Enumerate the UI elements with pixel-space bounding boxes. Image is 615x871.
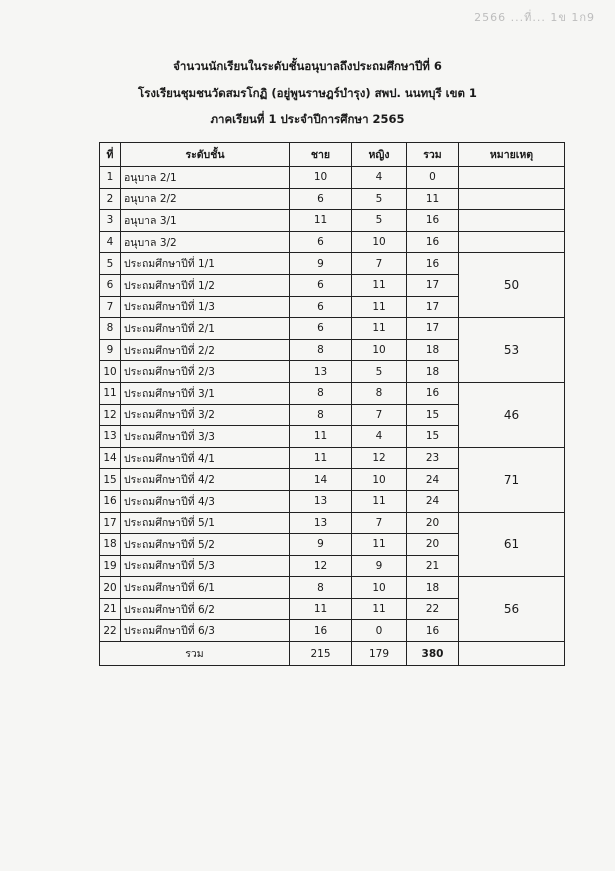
semester-line: ภาคเรียนที่ 1 ประจำปีการศึกษา 2565	[210, 112, 405, 126]
cell-female: 11	[352, 534, 407, 556]
cell-male: 8	[290, 577, 352, 599]
cell-no: 14	[100, 447, 121, 469]
cell-male: 6	[290, 274, 352, 296]
cell-total: 16	[407, 382, 459, 404]
cell-female: 10	[352, 231, 407, 253]
cell-female: 5	[352, 210, 407, 232]
cell-no: 2	[100, 188, 121, 210]
cell-female: 5	[352, 361, 407, 383]
cell-male: 16	[290, 620, 352, 642]
cell-male: 13	[290, 490, 352, 512]
cell-no: 6	[100, 274, 121, 296]
table-row	[100, 577, 565, 599]
cell-level: ประถมศึกษาปีที่ 5/3	[121, 555, 290, 577]
cell-female: 10	[352, 577, 407, 599]
cell-total: 0	[407, 167, 459, 189]
cell-level: ประถมศึกษาปีที่ 3/1	[121, 382, 290, 404]
cell-level: อนุบาล 3/1	[121, 210, 290, 232]
cell-level: ประถมศึกษาปีที่ 4/1	[121, 447, 290, 469]
table-row	[100, 188, 565, 210]
cell-total: 16	[407, 210, 459, 232]
cell-female: 9	[352, 555, 407, 577]
cell-level: ประถมศึกษาปีที่ 4/3	[121, 490, 290, 512]
cell-male: 6	[290, 296, 352, 318]
header-remark: หมายเหตุ	[459, 143, 565, 167]
cell-female: 5	[352, 188, 407, 210]
student-count-table	[99, 142, 565, 666]
cell-total: 24	[407, 469, 459, 491]
cell-total: 18	[407, 339, 459, 361]
cell-total: 17	[407, 274, 459, 296]
cell-male: 10	[290, 167, 352, 189]
cell-remark-group: 53	[459, 318, 565, 383]
table-row	[100, 318, 565, 340]
cell-female: 10	[352, 469, 407, 491]
cell-total: 15	[407, 404, 459, 426]
cell-total: 22	[407, 598, 459, 620]
header-level: ระดับชั้น	[121, 143, 290, 167]
table-row	[100, 447, 565, 469]
header-total: รวม	[407, 143, 459, 167]
cell-no: 12	[100, 404, 121, 426]
cell-total: 17	[407, 318, 459, 340]
cell-female: 11	[352, 490, 407, 512]
table-total-row	[100, 642, 565, 666]
cell-level: ประถมศึกษาปีที่ 2/2	[121, 339, 290, 361]
cell-remark-empty	[459, 210, 565, 232]
total-remark-empty	[459, 642, 565, 666]
header-male: ชาย	[290, 143, 352, 167]
corner-handwritten-note: 2566 ...ที่... 1ข 1ก9	[474, 11, 595, 24]
cell-male: 11	[290, 426, 352, 448]
header-no: ที่	[100, 143, 121, 167]
cell-total: 21	[407, 555, 459, 577]
cell-total: 11	[407, 188, 459, 210]
table-row	[100, 382, 565, 404]
document-title: จำนวนนักเรียนในระดับชั้นอนุบาลถึงประถมศึกษาปีที่ 6	[173, 59, 442, 73]
table-row	[100, 253, 565, 275]
cell-female: 11	[352, 318, 407, 340]
cell-female: 7	[352, 404, 407, 426]
cell-total: 16	[407, 620, 459, 642]
cell-no: 20	[100, 577, 121, 599]
cell-no: 21	[100, 598, 121, 620]
cell-female: 11	[352, 296, 407, 318]
cell-level: ประถมศึกษาปีที่ 1/3	[121, 296, 290, 318]
cell-total: 17	[407, 296, 459, 318]
cell-female: 11	[352, 274, 407, 296]
cell-no: 4	[100, 231, 121, 253]
cell-total: 16	[407, 231, 459, 253]
table-header-row	[100, 143, 565, 167]
cell-female: 0	[352, 620, 407, 642]
cell-level: ประถมศึกษาปีที่ 5/2	[121, 534, 290, 556]
cell-level: อนุบาล 3/2	[121, 231, 290, 253]
cell-male: 6	[290, 231, 352, 253]
cell-male: 9	[290, 534, 352, 556]
total-female: 179	[352, 642, 407, 666]
total-label: รวม	[100, 642, 290, 666]
school-name: โรงเรียนชุมชนวัดสมรโกฏิ (อยู่พูนราษฎร์บำรุง) สพป. นนทบุรี เขต 1	[138, 86, 477, 100]
total-total: 380	[407, 642, 459, 666]
cell-male: 8	[290, 404, 352, 426]
cell-female: 11	[352, 598, 407, 620]
cell-remark-empty	[459, 231, 565, 253]
cell-no: 16	[100, 490, 121, 512]
cell-no: 1	[100, 167, 121, 189]
cell-male: 6	[290, 188, 352, 210]
cell-no: 17	[100, 512, 121, 534]
cell-remark-group: 46	[459, 382, 565, 447]
cell-female: 8	[352, 382, 407, 404]
cell-male: 8	[290, 382, 352, 404]
cell-male: 12	[290, 555, 352, 577]
cell-remark-group: 50	[459, 253, 565, 318]
cell-female: 7	[352, 512, 407, 534]
cell-level: ประถมศึกษาปีที่ 3/2	[121, 404, 290, 426]
cell-no: 13	[100, 426, 121, 448]
cell-level: อนุบาล 2/2	[121, 188, 290, 210]
cell-total: 20	[407, 534, 459, 556]
cell-female: 7	[352, 253, 407, 275]
cell-total: 16	[407, 253, 459, 275]
cell-total: 18	[407, 577, 459, 599]
cell-level: ประถมศึกษาปีที่ 3/3	[121, 426, 290, 448]
cell-male: 9	[290, 253, 352, 275]
cell-female: 12	[352, 447, 407, 469]
cell-level: ประถมศึกษาปีที่ 6/2	[121, 598, 290, 620]
cell-remark-empty	[459, 167, 565, 189]
cell-remark-group: 61	[459, 512, 565, 577]
cell-no: 8	[100, 318, 121, 340]
total-male: 215	[290, 642, 352, 666]
cell-female: 4	[352, 426, 407, 448]
cell-level: ประถมศึกษาปีที่ 6/3	[121, 620, 290, 642]
cell-no: 5	[100, 253, 121, 275]
cell-remark-empty	[459, 188, 565, 210]
cell-male: 6	[290, 318, 352, 340]
table-row	[100, 167, 565, 189]
cell-no: 18	[100, 534, 121, 556]
cell-no: 15	[100, 469, 121, 491]
cell-level: ประถมศึกษาปีที่ 2/3	[121, 361, 290, 383]
cell-no: 19	[100, 555, 121, 577]
cell-male: 13	[290, 512, 352, 534]
cell-level: ประถมศึกษาปีที่ 1/1	[121, 253, 290, 275]
cell-no: 3	[100, 210, 121, 232]
cell-male: 11	[290, 598, 352, 620]
header-female: หญิง	[352, 143, 407, 167]
cell-total: 24	[407, 490, 459, 512]
cell-total: 15	[407, 426, 459, 448]
cell-level: ประถมศึกษาปีที่ 6/1	[121, 577, 290, 599]
cell-no: 22	[100, 620, 121, 642]
cell-male: 13	[290, 361, 352, 383]
cell-no: 9	[100, 339, 121, 361]
cell-level: ประถมศึกษาปีที่ 1/2	[121, 274, 290, 296]
cell-male: 14	[290, 469, 352, 491]
table-row	[100, 231, 565, 253]
cell-level: ประถมศึกษาปีที่ 5/1	[121, 512, 290, 534]
cell-level: อนุบาล 2/1	[121, 167, 290, 189]
cell-level: ประถมศึกษาปีที่ 4/2	[121, 469, 290, 491]
cell-female: 4	[352, 167, 407, 189]
cell-male: 8	[290, 339, 352, 361]
cell-total: 23	[407, 447, 459, 469]
cell-level: ประถมศึกษาปีที่ 2/1	[121, 318, 290, 340]
cell-no: 7	[100, 296, 121, 318]
table-row	[100, 512, 565, 534]
cell-no: 10	[100, 361, 121, 383]
table-row	[100, 210, 565, 232]
cell-male: 11	[290, 210, 352, 232]
cell-no: 11	[100, 382, 121, 404]
cell-female: 10	[352, 339, 407, 361]
cell-male: 11	[290, 447, 352, 469]
cell-remark-group: 71	[459, 447, 565, 512]
cell-remark-group: 56	[459, 577, 565, 642]
cell-total: 18	[407, 361, 459, 383]
cell-total: 20	[407, 512, 459, 534]
